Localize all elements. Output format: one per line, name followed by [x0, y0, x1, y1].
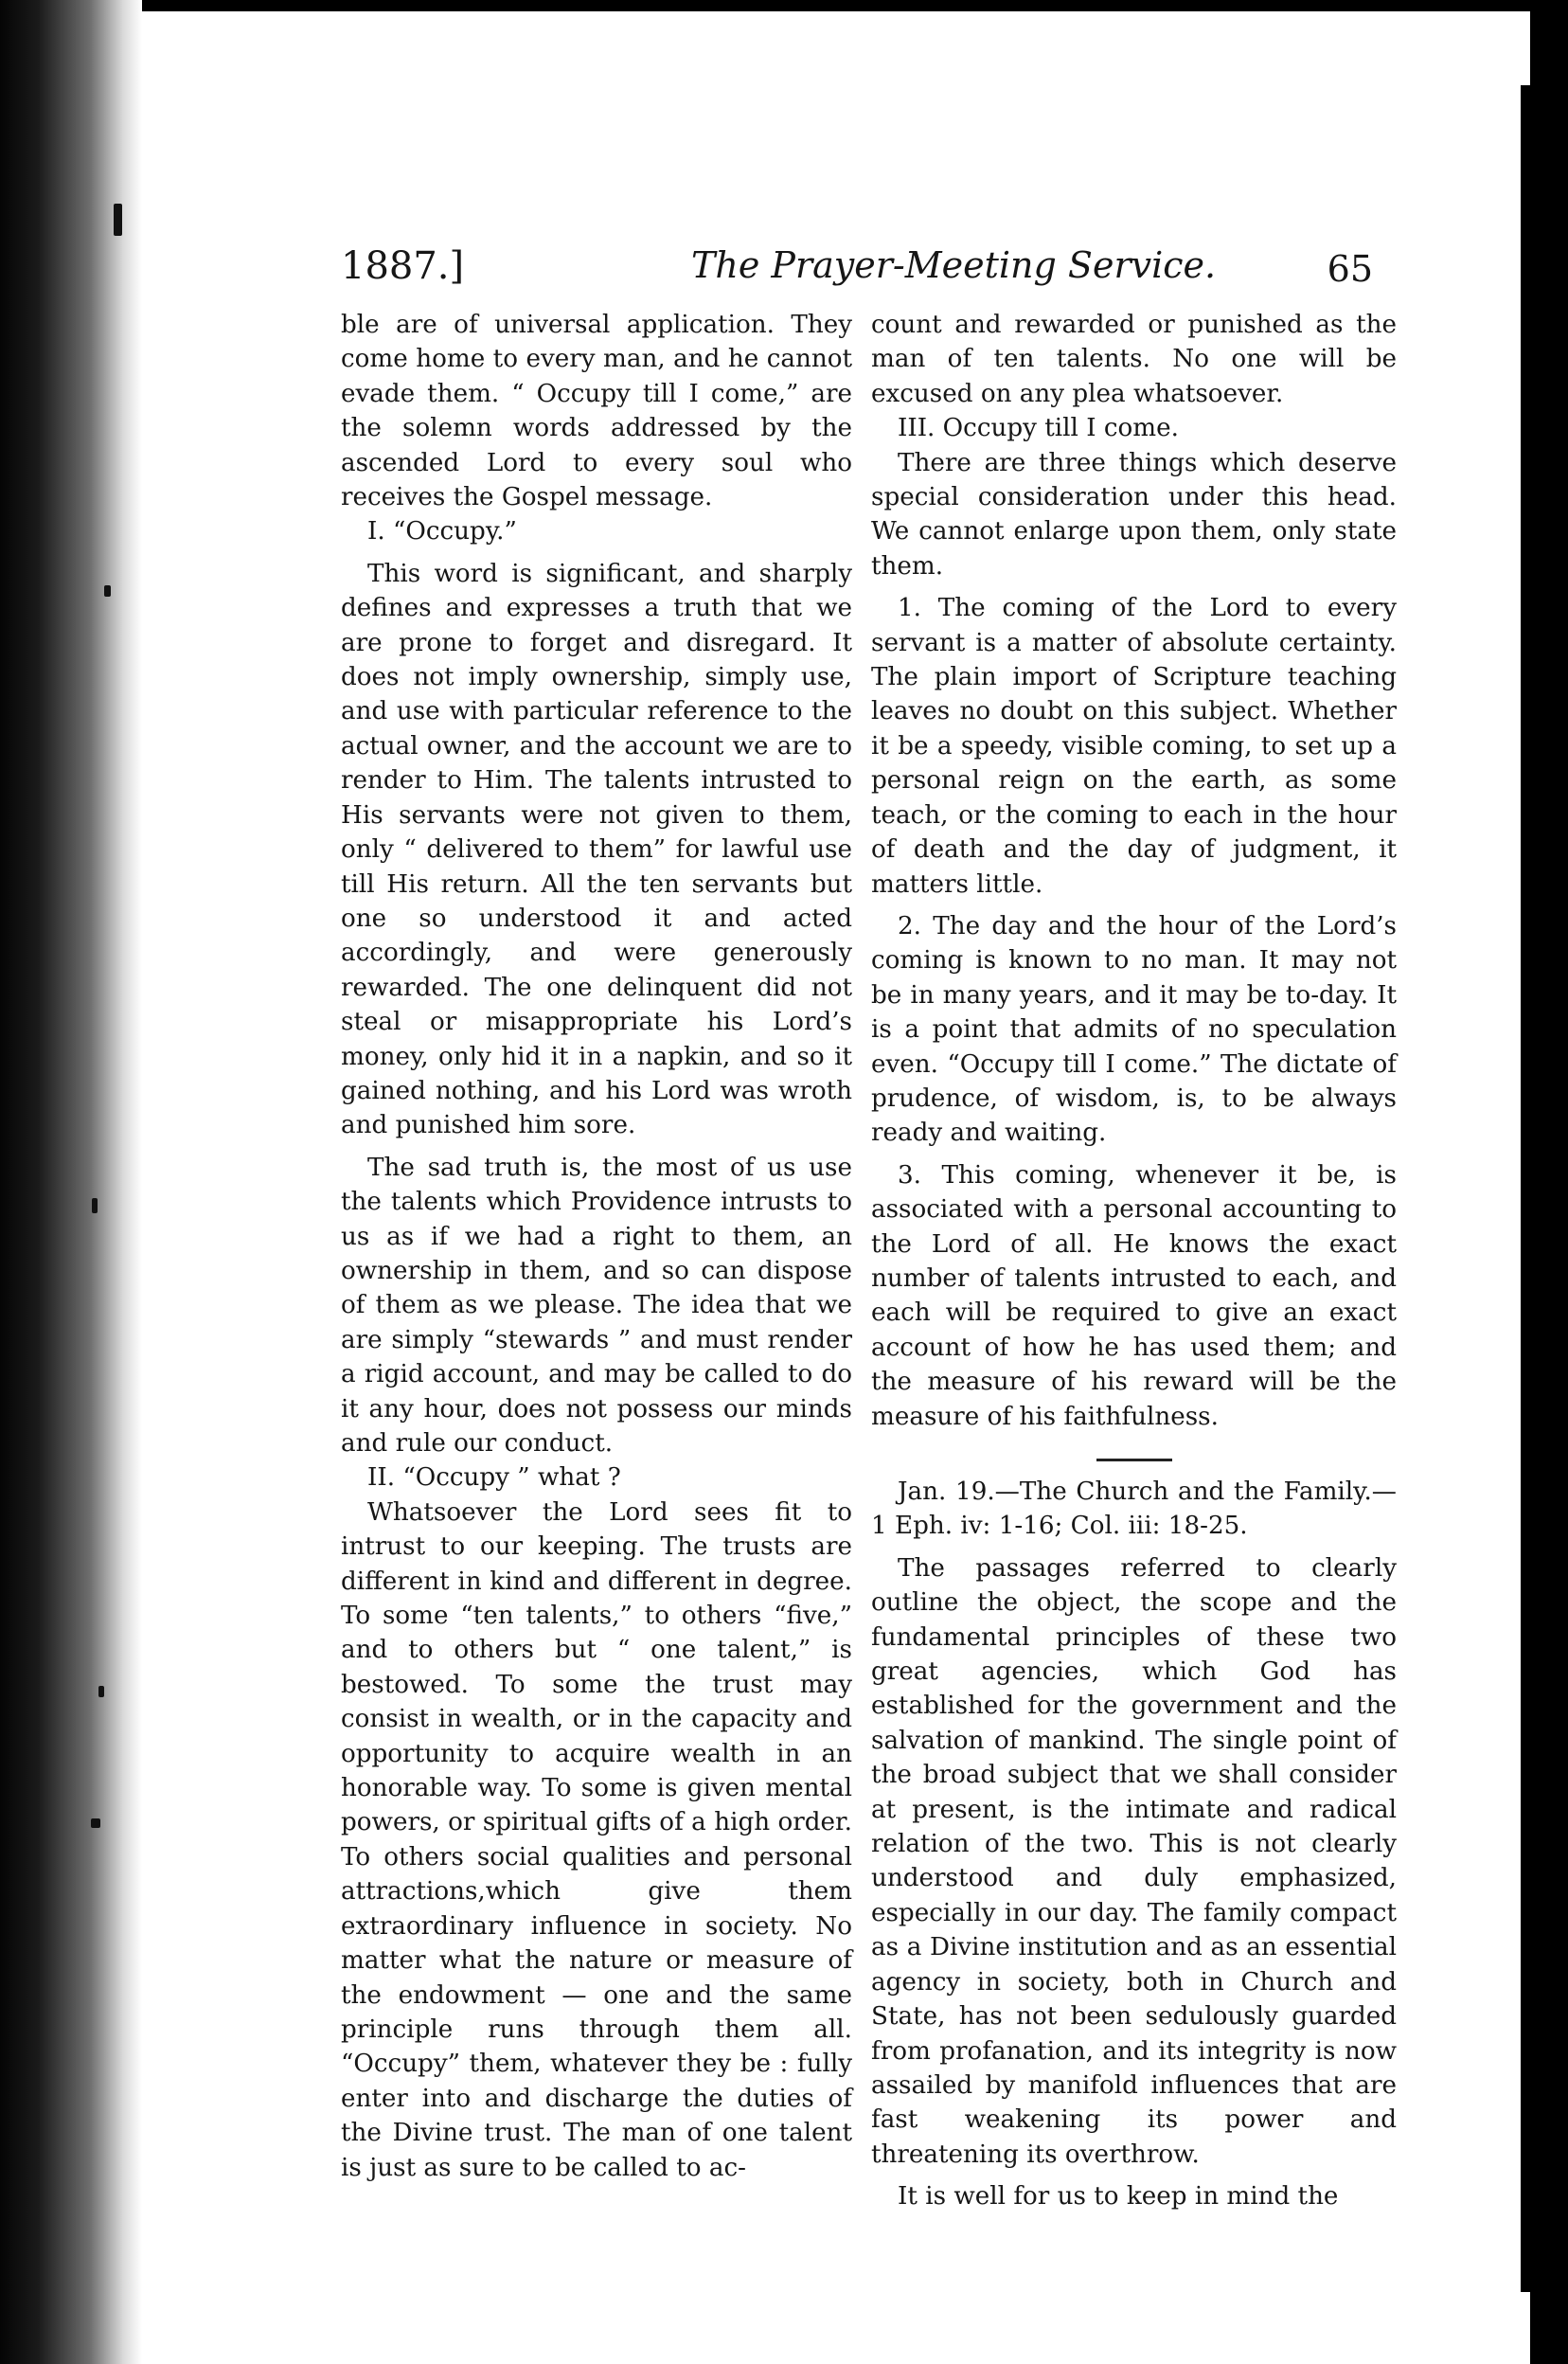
paragraph: The passages referred to clearly outline the object, the scope and the fundamental principles of these two great agencies, which God has established for the government and the salvation of mankind. The single point of the broad subject that we shall consider at present, is the intimate and radical relation of the two. This is not clearly understood and duly emphasized, especially in our day. The family compact as a Divine institution and as an essential agency in society, both in Church and State, has not been sedulously guarded from profanation, and its integrity is now assailed by manifold influences that are fast weakening its power and threatening its overthrow. — [871, 1553, 1397, 2169]
book-gutter-shadow — [0, 0, 142, 2364]
gutter-mark — [92, 1198, 98, 1213]
scan-top-edge — [0, 0, 1568, 11]
left-column — [341, 308, 852, 2185]
paragraph: Whatsoever the Lord sees fit to intrust to our keeping. The trusts are different in kind and different in degree. To some “ten talents,” to others “five,” and to others but “ one talent,” is bestowed. To some the trust may consist in wealth, or in the capacity and opportunity to acquire wealth in an honorable way. To some is given mental powers, or spiritual gifts of a high order. To others social qualities and personal attractions,which give them extraordinary influence in society. No matter what the nature or measure of the endowment — one and the same principle runs through them all. “Occupy” them, whatever they be : fully enter into and discharge the duties of the Divine trust. The man of one talent is just as sure to be called to ac- — [341, 1497, 852, 2182]
paragraph: There are three things which deserve special consideration under this head. We cannot enlarge upon them, only state them. — [871, 448, 1397, 581]
paragraph: This word is significant, and sharply defines and expresses a truth that we are prone to forget and disregard. It does not imply ownership, simply use, and use with particular reference to the actual owner, and the account we are to render to Him. The talents intrusted to His servants were not given to them, only “ delivered to them” for lawful use till His return. All the ten servants but one so understood it and acted accordingly, and were generously rewarded. The one delinquent did not steal or misappropriate his Lord’s money, only hid it in a napkin, and so it gained nothing, and his Lord was wroth and punished him sore. — [341, 559, 852, 1140]
paragraph: ble are of universal application. They come home to every man, and he cannot evade them. “ Occupy till I come,” are the solemn words addressed by the ascended Lord to every soul who receives the Gospel message. — [341, 311, 852, 512]
section-heading: I. “Occupy.” — [367, 517, 517, 546]
paragraph: 1. The coming of the Lord to every servant is a matter of absolute certainty. The plain import of Scripture teaching leaves no doubt on this subject. Whether it be a speedy, visible coming, to set up a personal reign on the earth, as some teach, or the coming to each in the hour of death and the day of judgment, it matters little. — [871, 594, 1397, 899]
section-heading: II. “Occupy ” what ? — [367, 1463, 621, 1493]
paragraph: 2. The day and the hour of the Lord’s coming is known to no man. It may not be in many years, and it may be to-day. It is a point that admits of no speculation even. “Occupy till I come.” The dictate of prudence, of wisdom, is, to be always ready and waiting. — [871, 911, 1397, 1148]
gutter-mark — [98, 1686, 104, 1697]
running-head — [341, 244, 1373, 301]
paragraph: It is well for us to keep in mind the — [898, 2182, 1339, 2212]
entry-heading: Jan. 19.—The Church and the Family.—1 Eph. iv: 1-16; Col. iii: 18-25. — [871, 1478, 1397, 1541]
gutter-mark — [104, 585, 111, 597]
right-column — [871, 308, 1397, 2214]
running-head-year: 1887.] — [341, 244, 465, 288]
scan-right-edge — [1521, 85, 1530, 2292]
section-divider — [1096, 1459, 1172, 1461]
paragraph: 3. This coming, whenever it be, is associated with a personal accounting to the Lord of all. He knows the exact number of talents intrusted to each, and each will be required to give an exact account of how he has used them; and the measure of his reward will be the measure of his faithfulness. — [871, 1160, 1397, 1431]
scan-right-edge — [1530, 0, 1568, 2364]
paragraph: count and rewarded or punished as the man of ten talents. No one will be excused on any plea whatsoever. — [871, 311, 1397, 408]
gutter-mark — [91, 1818, 100, 1828]
section-heading: III. Occupy till I come. — [898, 414, 1179, 443]
page-number: 65 — [1327, 248, 1373, 290]
paragraph: The sad truth is, the most of us use the talents which Providence intrusts to us as if we had a right to them, an ownership in them, and so can dispose of them as we please. The idea that we are simply “stewards ” and must render a rigid account, and may be called to do it any hour, does not possess our minds and rule our conduct. — [341, 1153, 852, 1458]
gutter-mark — [114, 204, 122, 236]
running-head-title: The Prayer-Meeting Service. — [691, 244, 1217, 286]
